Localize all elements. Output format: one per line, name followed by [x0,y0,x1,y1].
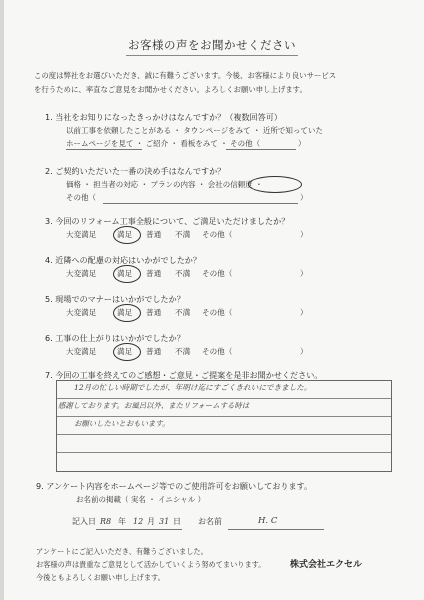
q4-option-other: その他（ [202,269,233,278]
q1-other-line [226,149,296,150]
q3-option-unsatisfied: 不満 [175,230,191,239]
q2-selected-circle [248,176,302,193]
q6-option-other: その他（ [202,347,233,356]
date-underline [96,529,182,530]
q1-selected-underline [66,149,142,150]
q1-options-row-2: ホームページを見て ・ ご紹介 ・ 看板をみて ・ その他（ [66,139,261,148]
q3-selected-circle [113,226,141,244]
q4-other-close: ） [300,269,308,278]
month-label: 月 [147,517,155,526]
q7-rule-2 [57,416,391,417]
q4-selected-circle [113,265,141,283]
q4-option-unsatisfied: 不満 [175,269,191,278]
q5-option-very: 大変満足 [66,308,97,317]
q5-option-normal: 普通 [146,308,162,317]
q2-label: 2. ご契約いただいた一番の決め手はなんですか？ [45,166,226,176]
date-era-value: R8 [100,517,112,526]
q4-option-normal: 普通 [146,269,162,278]
q5-selected-circle [113,304,141,322]
intro-line-1: この度は弊社をお選びいただき、誠に有難うございます。今後、お客様により良いサービス [34,71,337,80]
q7-label: 7. 今回の工事を終えてのご感想・ご意見・ご提案を是非お聞かせください。 [45,370,323,380]
scan-edge [0,0,4,600]
q7-answer-line-2: 感謝しております。お風呂以外、またリフォームする時は [58,401,250,410]
q9-label: 9. アンケート内容をホームページ等でのご使用許可をお願いしております。 [36,481,313,491]
title-underline [126,55,298,56]
q5-other-close: ） [300,308,308,317]
q6-option-unsatisfied: 不満 [175,347,191,356]
q3-other-close: ） [300,230,308,239]
q2-options-row-2: その他（ [66,193,96,202]
q1-options-row-1: 以前工事を依頼したことがある ・ タウンページをみて ・ 近所で知っていた [66,126,323,135]
q5-option-unsatisfied: 不満 [175,308,191,317]
q3-option-satisfied: 満足 [117,230,133,239]
q1-other-close: ） [298,139,306,148]
q9-name-publish-option: お名前の掲載（ 実名 ・ イニシャル ） [76,495,206,504]
q5-option-satisfied: 満足 [117,308,133,317]
q4-option-satisfied: 満足 [117,269,133,278]
q7-rule-4 [57,452,391,453]
year-label: 年 [118,517,126,526]
q1-label: 1. 当社をお知りになったきっかけはなんですか？（複数回答可） [45,112,282,122]
closing-line-2: お客様の声は貴重なご意見として活かしていくよう努めてまいります。 [36,560,266,569]
q3-label: 3. 今回のリフォーム工事全般について、ご満足いただけましたか？ [45,216,290,226]
q5-option-other: その他（ [202,308,233,317]
page-title: お客様の声をお聞かせください [128,38,296,52]
q5-label: 5. 現場でのマナーはいかがでしたか？ [45,294,185,304]
q3-option-very: 大変満足 [66,230,97,239]
q2-options-row-1: 価格 ・ 担当者の対応 ・ プランの内容 ・ 会社の信頼度 ・ [66,180,263,189]
day-label: 日 [173,517,181,526]
company-name: 株式会社エクセル [290,560,363,570]
q6-option-normal: 普通 [146,347,162,356]
q4-label: 4. 近隣への配慮の対応はいかがでしたか？ [45,255,201,265]
name-label: お名前 [198,517,222,526]
q3-option-other: その他（ [202,230,233,239]
q7-rule-3 [57,434,391,435]
month-value: 12 [133,517,144,526]
q6-option-satisfied: 満足 [117,347,133,356]
day-value: 31 [159,517,170,526]
date-label: 記入日 [72,517,96,526]
q7-answer-line-3: お願いしたいとおもいます。 [74,419,170,428]
q7-answer-line-1: 12月の忙しい時期でしたが、年明け迄にすごくきれいにできました。 [74,383,312,392]
q6-other-close: ） [300,347,308,356]
q6-label: 6. 工事の仕上がりはいかがでしたか？ [45,333,185,343]
q2-other-line [103,203,298,204]
q7-rule-1 [57,398,391,399]
q6-option-very: 大変満足 [66,347,97,356]
name-underline [228,529,324,530]
intro-line-2: を行うために、率直なご意見をお聞かせください。よろしくお願い申し上げます。 [34,85,307,94]
q2-other-close: ） [300,193,308,202]
q6-selected-circle [113,343,141,361]
closing-line-3: 今後ともよろしくお願い申し上げます。 [36,573,165,582]
q4-option-very: 大変満足 [66,269,97,278]
closing-line-1: アンケートにご記入いただき、有難うございました。 [36,547,208,556]
name-value: H. C [258,516,278,526]
q3-option-normal: 普通 [146,230,162,239]
